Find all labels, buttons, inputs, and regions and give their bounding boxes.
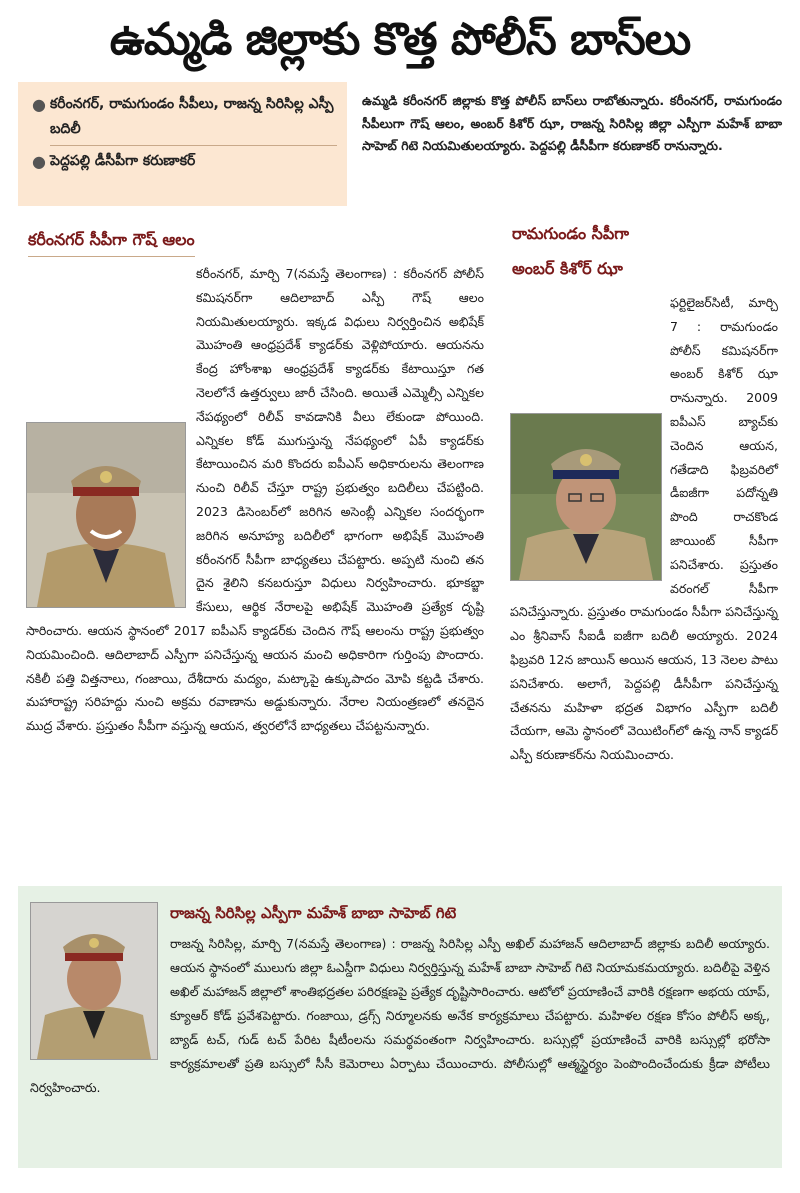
right-article-text: ఫర్టిలైజర్‌సిటీ, మార్చి 7 : రామగుండం పోలీస్ కమిషనర్‌గా అంబర్ కిశోర్ ఝా రానున్నారు. 2009 ఐపీఎస్ బ్యాచ్‌కు చెందిన ఆయన, గతేడాది ఫిబ్రవరిలో డీఐజీగా పదోన్నతి పొంది రాచకొండ జాయింట్ సీపీగా పనిచేశారు. ప్రస్తుతం వరంగల్ సీపీగా పనిచేస్తున్నారు. ప్రస్తుతం రామగుండం సీపీగా పనిచేస్తున్న ఎం శ్రీనివాస్ సీఐడీ ఐజీగా బదిలీ అయ్యారు. 2024 ఫిబ్రవరి 12న జాయిన్ అయిన ఆయన, 13 నెలల పాటు పనిచేశారు. అలాగే, పెద్దపల్లి డీసీపీగా పనిచేస్తున్న చేతనను మహిళా భద్రత విభాగం ఎస్పీగా బదిలీ చేయగా, ఆమె స్థానంలో వెయిటింగ్‌లో ఉన్న నాన్ క్యాడర్ ఎస్పీ కరుణాకర్‌ను నియమించారు. xyxy=(510,295,778,763)
highlight-bullet xyxy=(32,92,337,142)
police-officer-portrait-icon xyxy=(31,903,157,1059)
right-article xyxy=(510,291,778,767)
officer-photo-mahesh-baba-saheb-gite xyxy=(30,902,158,1060)
police-officer-portrait-icon xyxy=(511,414,661,580)
bottom-article xyxy=(18,886,782,1168)
highlight-bullet xyxy=(32,149,337,174)
bullet-dot-icon: ● xyxy=(32,95,46,114)
police-officer-portrait-icon xyxy=(27,423,185,607)
bottom-article-heading: రాజన్న సిరిసిల్ల ఎస్పీగా మహేశ్ బాబా సాహెబ్ గిటె xyxy=(170,904,457,922)
highlights-box xyxy=(18,82,347,206)
officer-photo-ambar-kishor-jha xyxy=(510,413,662,581)
highlight-text: పెద్దపల్లి డీసీపీగా కరుణాకర్ xyxy=(50,153,196,169)
left-article xyxy=(26,262,484,738)
left-article-heading: కరీంనగర్ సీపీగా గౌష్ ఆలం xyxy=(28,224,195,257)
bullet-divider xyxy=(50,145,337,146)
officer-photo-gaush-alam xyxy=(26,422,186,608)
intro-paragraph: ఉమ్మడి కరీంనగర్ జిల్లాకు కొత్త పోలీస్ బాస్‌లు రాబోతున్నారు. కరీంనగర్, రామగుండం సీపీలుగా గౌష్ ఆలం, అంబర్ కిశోర్ ఝా, రాజన్న సిరిసిల్ల జిల్లా ఎస్పీగా మహేశ్ బాబా సాహెబ్ గిటె నియమితులయ్యారు. పెద్దపల్లి డీసీపీగా కరుణాకర్ రానున్నారు. xyxy=(362,93,782,153)
highlight-text: కరీంనగర్, రామగుండం సీపీలు, రాజన్న సిరిసిల్ల ఎస్పీ బదిలీ xyxy=(50,96,334,137)
bullet-dot-icon: ● xyxy=(32,152,46,171)
bottom-article-text: రాజన్న సిరిసిల్ల, మార్చి 7(నమస్తే తెలంగాణ) : రాజన్న సిరిసిల్ల ఎస్పీ అఖిల్ మహాజన్ ఆదిలాబాద్ జిల్లాకు బదిలీ అయ్యారు. ఆయన స్థానంలో ములుగు జిల్లా ఓఎస్డీగా విధులు నిర్వర్తిస్తున్న మహేశ్ బాబా సాహెబ్ గిటె నియామకమయ్యారు. బదిలీపై వెళ్తిన అఖిల్ మహాజన్ జిల్లాలో శాంతిభద్రతల పరిరక్షణపై ప్రత్యేక దృష్టిసారించారు. ఆటోలో ప్రయాణించే వారికి రక్షణగా అభయ యాప్, క్యూఆర్ కోడ్ ప్రవేశపెట్టారు. గంజాయి, డ్రగ్స్ నిర్మూలనకు అనేక కార్యక్రమాలు చేపట్టారు. మహిళల రక్షణ కోసం పోలీస్ అక్క, బ్యాడ్ టచ్, గుడ్ టచ్ పేరిట షీటీంలను సమర్థవంతంగా నిర్వహించారు. బస్సుల్లో ప్రయాణించే వారికి బస్సుల్లో భరోసా కార్యక్రమాలతో ప్రతి బస్సులో సీసీ కెమెరాలు ఏర్పాటు చేయించారు. పోలీసుల్లో ఆత్మస్థైర్యం పెంపొందించేందుకు క్రీడా పోటీలు నిర్వహించారు. xyxy=(30,936,770,1095)
right-article-heading-line1: రామగుండం సీపీగా xyxy=(512,224,630,243)
page-headline: ఉమ్మడి జిల్లాకు కొత్త పోలీస్ బాస్‌లు xyxy=(109,14,691,65)
right-article-heading-line2: అంబర్ కిశోర్ ఝా xyxy=(512,259,623,278)
left-article-text: కరీంనగర్, మార్చి 7(నమస్తే తెలంగాణ) : కరీంనగర్ పోలీస్ కమిషనర్‌గా ఆదిలాబాద్ ఎస్పీ గౌష్ ఆలం నియమితులయ్యారు. ఇక్కడ విధులు నిర్వర్తించిన అభిషేక్ మొహంతి ఆంధ్రప్రదేశ్ క్యాడర్‌కు వెళ్లిపోయారు. ఆయనను కేంద్ర హోంశాఖ ఆంధ్రప్రదేశ్ క్యాడర్‌కు కేటాయిస్తూ గత నెలలోనే ఉత్తర్వులు జారీ చేసింది. అయితే ఎమ్మెల్సీ ఎన్నికల నేపథ్యంలో రిలీవ్ కావడానికి వీలు లేకుండా పోయింది. ఎన్నికల కోడ్ ముగుస్తున్న నేపథ్యంలో ఏపీ క్యాడర్‌కు కేటాయించిన మరి కొందరు ఐపీఎస్ అధికారులను తెలంగాణ నుంచి రిలీవ్ చేస్తూ రాష్ట్ర ప్రభుత్వం బదిలీలు చేపట్టింది. 2023 డిసెంబర్‌లో జరిగిన అసెంబ్లీ ఎన్నికల సందర్భంగా జరిగిన అనూహ్య బదిలీలో భాగంగా అభిషేక్ మొహంతి కరీంనగర్ సీపీగా బాధ్యతలు చేపట్టారు. అప్పటి నుంచి తన దైన శైలిని కనబరుస్తూ విధులు నిర్వహించారు. భూకబ్జా కేసులు, ఆర్థిక నేరాలపై అభిషేక్ మొహంతి ప్రత్యేక దృష్టి సారించారు. ఆయన స్థానంలో 2017 ఐపీఎస్ క్యాడర్‌కు చెందిన గౌష్ ఆలంను రాష్ట్ర ప్రభుత్వం నియమించింది. ఆదిలాబాద్ ఎస్పీగా పనిచేస్తున్న ఆయన మంచి అధికారిగా గుర్తింపు పొందారు. నకిలీ పత్తి విత్తనాలు, గంజాయి, దేశీదారు మద్యం, మట్కాపై ఉక్కుపాదం మోపి కట్టడి చేశారు. మహారాష్ట్ర సరిహద్దు నుంచి అక్రమ రవాణాను అడ్డుకున్నారు. నేరాల నియంత్రణలో తనదైన ముద్ర వేశారు. ప్రస్తుతం సీపీగా వస్తున్న ఆయన, త్వరలోనే బాధ్యతలు చేపట్టనున్నారు. xyxy=(26,266,484,734)
